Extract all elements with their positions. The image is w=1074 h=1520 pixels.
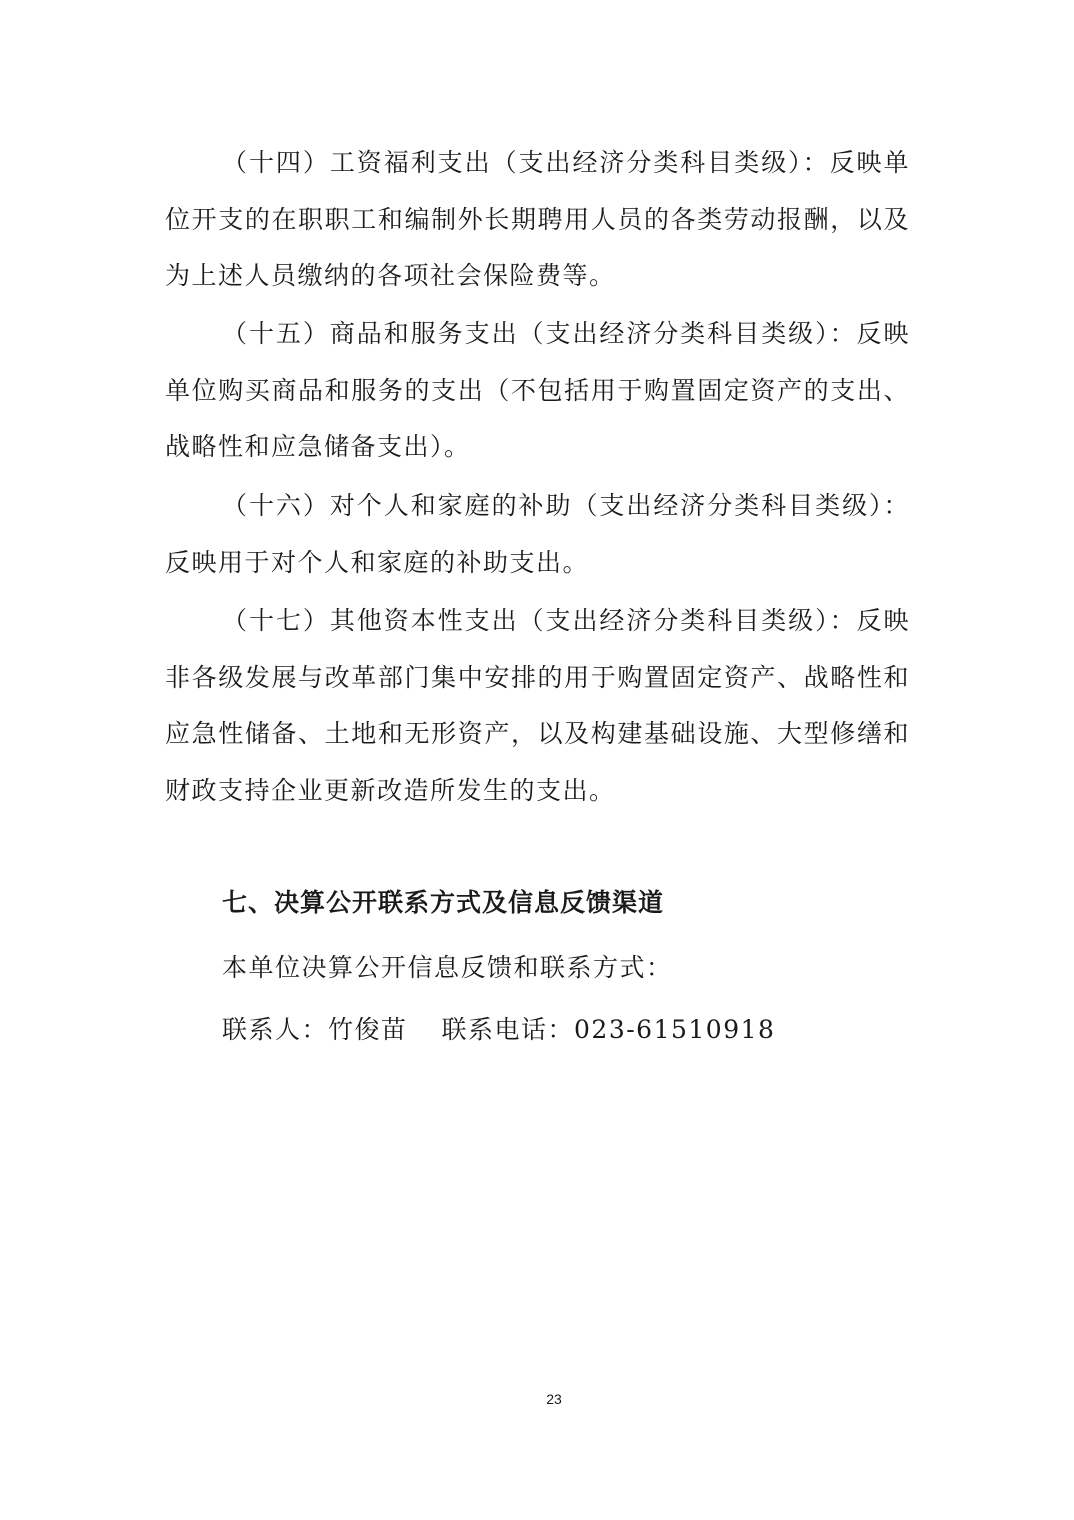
paragraph-household-subsidy: （十六）对个人和家庭的补助（支出经济分类科目类级）：反映用于对个人和家庭的补助支出。 xyxy=(165,491,910,577)
paragraph-goods-services-expenditure: （十五）商品和服务支出（支出经济分类科目类级）：反映单位购买商品和服务的支出（不包括用于购置固定资产的支出、战略性和应急储备支出）。 xyxy=(165,319,910,461)
paragraph-other-capital-expenditure: （十七）其他资本性支出（支出经济分类科目类级）：反映非各级发展与改革部门集中安排的用于购置固定资产、战略性和应急性储备、土地和无形资产，以及构建基础设施、大型修缮和财政支持企业更新改造所发生的支出。 xyxy=(165,606,910,805)
contact-phone: 联系电话：023-61510918 xyxy=(441,1015,776,1044)
contact-row xyxy=(222,1005,775,1055)
section-heading: 七、决算公开联系方式及信息反馈渠道 xyxy=(222,888,665,917)
paragraph-wage-welfare-expenditure: （十四）工资福利支出（支出经济分类科目类级）：反映单位开支的在职职工和编制外长期聘用人员的各类劳动报酬，以及为上述人员缴纳的各项社会保险费等。 xyxy=(165,148,910,290)
contact-intro: 本单位决算公开信息反馈和联系方式： xyxy=(222,953,673,982)
page-number: 23 xyxy=(546,1391,562,1407)
contact-person: 联系人：竹俊苗 xyxy=(222,1015,408,1044)
